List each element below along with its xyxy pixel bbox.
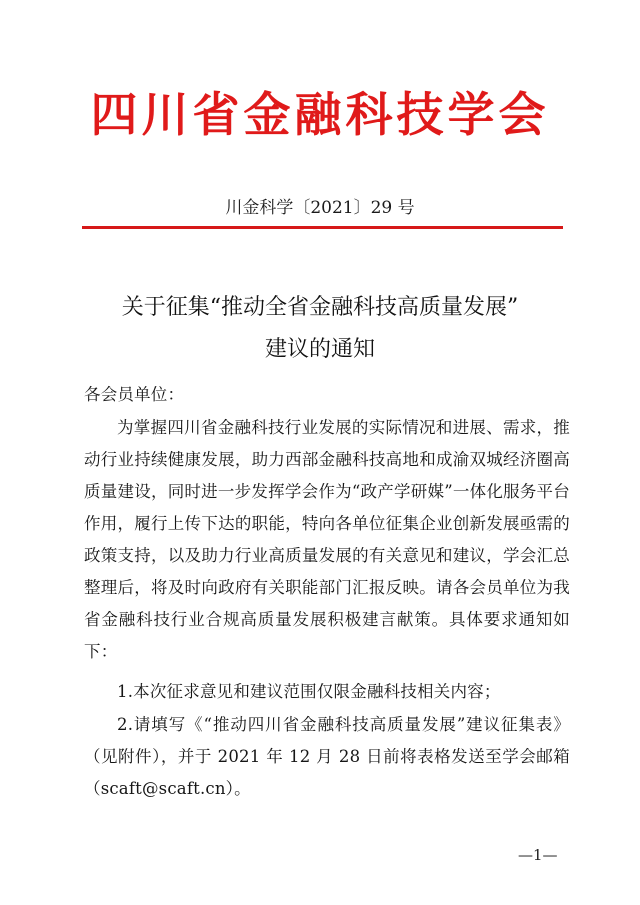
page-number: —1— <box>518 846 558 864</box>
notice-title <box>0 287 640 371</box>
requirement-item-2: 2.请填写《“推动四川省金融科技高质量发展”建议征集表》（见附件），并于 2021 年 12 月 28 日前将表格发送至学会邮箱（scaft@scaft.cn）。 <box>84 715 570 798</box>
notice-title-line1: 关于征集“推动全省金融科技高质量发展” <box>121 295 519 320</box>
red-divider-line <box>82 226 563 229</box>
body-paragraph: 为掌握四川省金融科技行业发展的实际情况和进展、需求，推动行业持续健康发展，助力西部金融科技高地和成渝双城经济圈高质量建设，同时进一步发挥学会作为“政产学研媒”一体化服务平台作用，履行上传下达的职能，特向各单位征集企业创新发展亟需的政策支持，以及助力行业高质量发展的有关意见和建议，学会汇总整理后，将及时向政府有关职能部门汇报反映。请各会员单位为我省金融科技行业合规高质量发展积极建言献策。具体要求通知如下： <box>84 418 570 661</box>
document-number: 川金科学〔2021〕29 号 <box>225 198 415 218</box>
salutation: 各会员单位： <box>84 385 185 404</box>
organization-letterhead: 四川省金融科技学会 <box>90 88 550 143</box>
requirement-item-1: 1.本次征求意见和建议范围仅限金融科技相关内容； <box>117 682 501 701</box>
notice-title-line2: 建议的通知 <box>264 337 375 362</box>
